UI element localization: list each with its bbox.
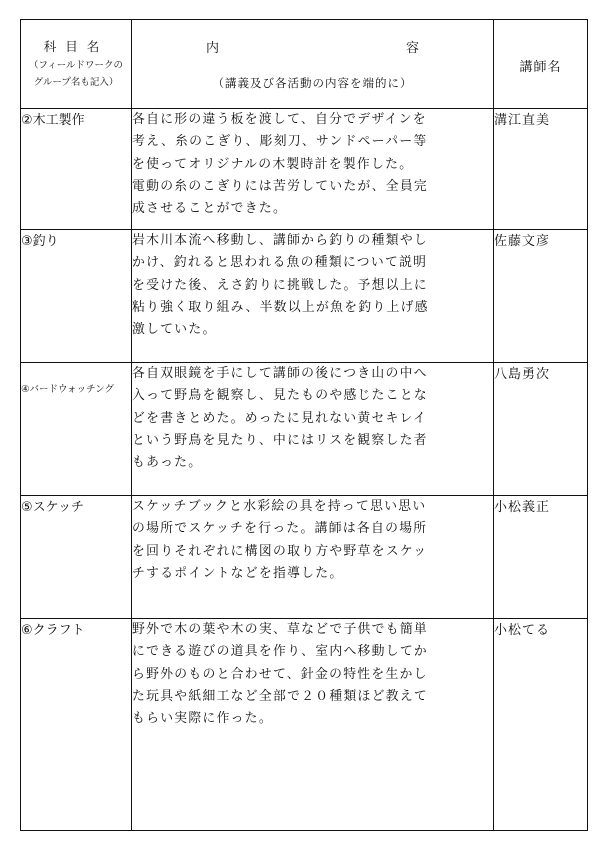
teacher-cell: 小松てる bbox=[494, 619, 588, 831]
activity-table bbox=[20, 19, 588, 831]
content-line: 電動の糸のこぎりには苦労していたが、全員完 bbox=[132, 178, 429, 194]
content-line: を回りそれぞれに構図の取り方や野草をスケッ bbox=[132, 543, 428, 559]
subject-cell: ⑤スケッチ bbox=[21, 496, 132, 619]
content-line: もらい実際に作った。 bbox=[132, 711, 273, 727]
teacher-cell: 小松義正 bbox=[494, 496, 588, 619]
content-line: 成させることができた。 bbox=[132, 201, 288, 217]
subject-cell: ③釣り bbox=[21, 229, 132, 362]
content-line: の場所でスケッチを行った。講師は各自の場所 bbox=[132, 521, 428, 537]
content-header-subtitle: （講義及び各活動の内容を端的に） bbox=[212, 76, 413, 90]
content-line: どを書きとめた。めったに見れない黄セキレイ bbox=[132, 410, 428, 426]
subject-header-note-2: グループ名も記入） bbox=[33, 77, 119, 88]
content-line: 粘り強く取り組み、半数以上が魚を釣り上げ感 bbox=[132, 299, 429, 315]
content-cell bbox=[132, 363, 494, 496]
content-cell bbox=[132, 229, 494, 362]
table-header-row bbox=[21, 20, 588, 109]
content-line: を受けた後、えさ釣りに挑戦した。予想以上に bbox=[132, 277, 429, 293]
content-line: 各自双眼鏡を手にして講師の後につき山の中へ bbox=[132, 366, 428, 382]
table-row bbox=[21, 109, 588, 230]
table-row bbox=[21, 229, 588, 362]
content-line: 入って野鳥を観察し、見たものや感じたことな bbox=[132, 388, 429, 404]
table-row bbox=[21, 363, 588, 496]
content-line: にできる遊びの道具を作り、室内へ移動してか bbox=[132, 644, 429, 660]
content-header-cell bbox=[132, 20, 494, 109]
content-cell bbox=[132, 619, 494, 831]
subject-cell: ②木工製作 bbox=[21, 109, 132, 230]
subject-header-cell bbox=[21, 20, 132, 109]
teacher-cell: 溝江直美 bbox=[494, 109, 588, 230]
content-cell bbox=[132, 496, 494, 619]
teacher-cell: 八島勇次 bbox=[494, 363, 588, 496]
subject-cell: ⑥クラフト bbox=[21, 619, 132, 831]
table-row bbox=[21, 496, 588, 619]
content-line: 野外で木の葉や木の実、草などで子供でも簡単 bbox=[132, 622, 429, 637]
content-line: チするポイントなどを指導した。 bbox=[132, 566, 344, 582]
subject-header-title: 科目名 bbox=[43, 39, 109, 54]
content-line: ら野外のものと合わせて、針金の特性を生かし bbox=[132, 666, 428, 682]
content-line: 激していた。 bbox=[132, 322, 217, 338]
content-line: もあった。 bbox=[132, 455, 203, 471]
subject-cell: ④バードウォッチング bbox=[21, 363, 132, 496]
content-header-title-left: 内 bbox=[206, 41, 220, 56]
teacher-header-title: 講師名 bbox=[519, 60, 562, 75]
content-header-title-right: 容 bbox=[405, 41, 419, 56]
teacher-cell: 佐藤文彦 bbox=[494, 229, 588, 362]
content-line: た玩具や紙細工など全部で２０種類ほど教えて bbox=[132, 688, 429, 704]
teacher-header-cell bbox=[494, 20, 588, 109]
content-line: スケッチブックと水彩絵の具を持って思い思い bbox=[132, 499, 427, 515]
content-line: という野鳥を見たり、中にはリスを観察した者 bbox=[132, 432, 428, 448]
subject-header-note-1: （フィールドワークの bbox=[28, 60, 124, 71]
content-line: 岩木川本流へ移動し、講師から釣りの種類やし bbox=[132, 232, 429, 248]
content-line: 各自に形の違う板を渡して、自分でデザインを bbox=[132, 112, 427, 128]
table-row bbox=[21, 619, 588, 831]
content-line: を使ってオリジナルの木製時計を製作した。 bbox=[132, 156, 414, 172]
content-cell bbox=[132, 109, 494, 230]
content-line: 考え、糸のこぎり、彫刻刀、サンドペーパー等 bbox=[132, 134, 428, 150]
content-line: かけ、釣れると思われる魚の種類について説明 bbox=[132, 255, 428, 271]
